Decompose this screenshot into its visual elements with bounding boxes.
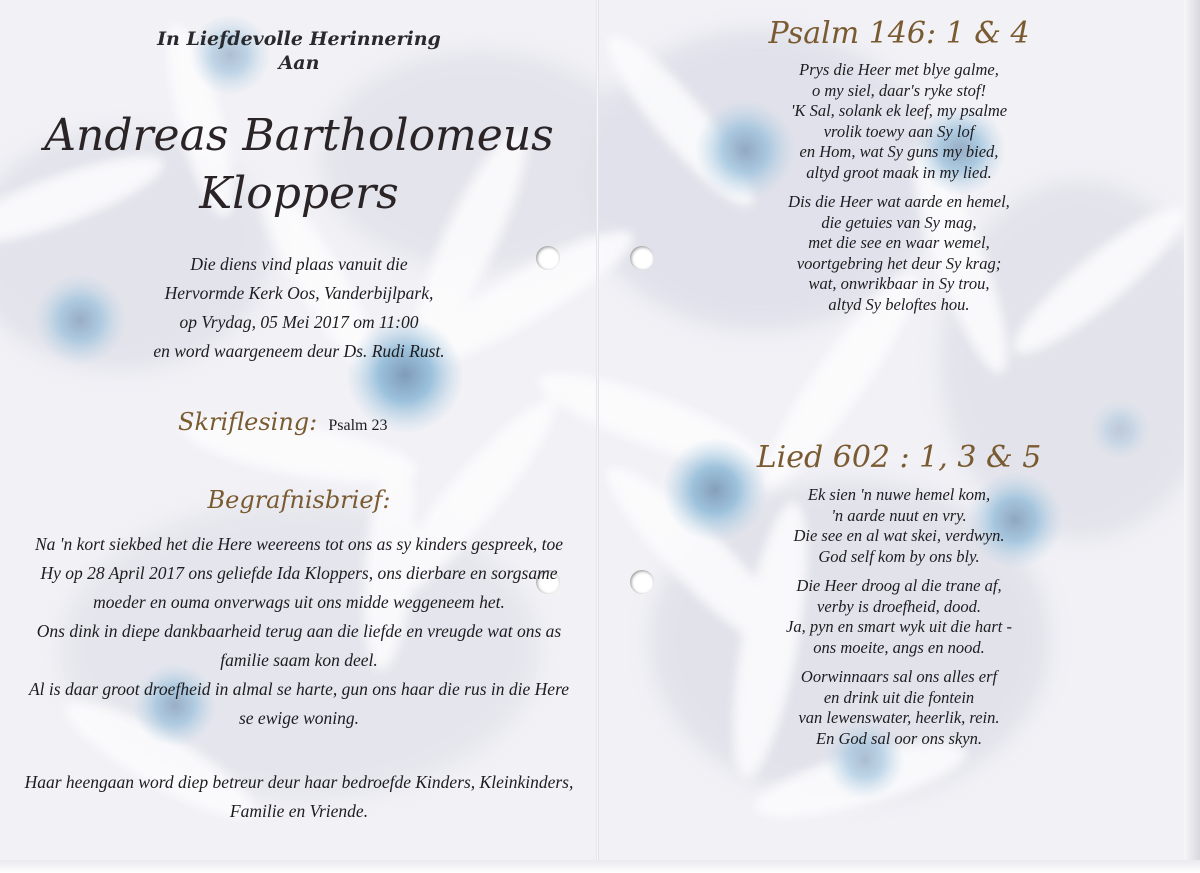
reading-reference: Psalm 23 xyxy=(328,417,388,434)
verse-line: Dis die Heer wat aarde en hemel, xyxy=(788,192,1010,211)
closing-line: Haar heengaan word diep betreur deur haar bedroefde Kinders, Kleinkinders, xyxy=(24,772,574,792)
verse-line: God self kom by ons bly. xyxy=(818,546,980,566)
obituary-line: moeder en ouma onverwags uit ons midde weggeneem het. xyxy=(93,592,505,612)
verse-line: o my siel, daar's ryke stof! xyxy=(812,80,986,100)
obituary-line: familie saam kon deel. xyxy=(220,650,378,670)
verse-line: Die see en al wat skei, verdwyn. xyxy=(793,526,1005,545)
scripture-reading xyxy=(178,408,387,436)
obituary-text xyxy=(0,530,598,733)
reading-label: Skriflesing: xyxy=(178,408,318,436)
verse-line: voortgebring het deur Sy krag; xyxy=(796,253,1002,273)
verse-line: Die Heer droog al die trane af, xyxy=(796,576,1002,595)
left-panel xyxy=(0,0,598,873)
verse-line: 'n aarde nuut en vry. xyxy=(831,505,967,525)
verse-line: altyd Sy beloftes hou. xyxy=(828,294,970,314)
psalm-title: Psalm 146: 1 & 4 xyxy=(768,16,1030,51)
hymn-text xyxy=(598,485,1200,758)
service-line: Die diens vind plaas vanuit die xyxy=(190,254,408,274)
hymn-stanza xyxy=(598,667,1200,749)
memorial-aan: Aan xyxy=(278,52,320,74)
service-line: en word waargeneem deur Ds. Rudi Rust. xyxy=(153,341,445,361)
verse-line: en Hom, wat Sy guns my bied, xyxy=(799,142,999,161)
memorial-heading: In Liefdevolle Herinnering xyxy=(157,28,441,50)
service-line: op Vrydag, 05 Mei 2017 om 11:00 xyxy=(179,312,419,332)
verse-line: Oorwinnaars sal ons alles erf xyxy=(800,667,998,686)
deceased-surname: Kloppers xyxy=(199,168,399,219)
closing-line: Familie en Vriende. xyxy=(229,801,369,821)
verse-line: 'K Sal, solank ek leef, my psalme xyxy=(790,101,1008,120)
verse-line: altyd groot maak in my lied. xyxy=(806,162,992,182)
psalm-stanza xyxy=(598,60,1200,183)
obituary-line: Ons dink in diepe dankbaarheid terug aan die liefde en vreugde wat ons as xyxy=(36,621,562,641)
obituary-line: Hy op 28 April 2017 ons geliefde Ida Kloppers, ons dierbare en sorgsame xyxy=(40,563,558,583)
obituary-line: Al is daar groot droefheid in almal se harte, gun ons haar die rus in die Here xyxy=(28,679,570,699)
obituary-line: se ewige woning. xyxy=(238,708,360,728)
verse-line: met die see en waar wemel, xyxy=(808,233,990,252)
psalm-stanza xyxy=(598,192,1200,315)
right-panel xyxy=(598,0,1200,873)
verse-line: En God sal oor ons skyn. xyxy=(816,728,982,748)
verse-line: Ek sien 'n nuwe hemel kom, xyxy=(807,485,991,504)
verse-line: vrolik toewy aan Sy lof xyxy=(823,121,975,141)
obituary-closing xyxy=(0,768,598,826)
obituary-title: Begrafnisbrief: xyxy=(207,486,391,514)
verse-line: Prys die Heer met blye galme, xyxy=(799,60,999,79)
verse-line: Ja, pyn en smart wyk uit die hart - xyxy=(786,617,1012,636)
verse-line: ons moeite, angs en nood. xyxy=(813,637,985,657)
verse-line: en drink uit die fontein xyxy=(823,687,975,707)
verse-line: van lewenswater, heerlik, rein. xyxy=(798,708,1000,727)
verse-line: die getuies van Sy mag, xyxy=(821,212,977,232)
service-details xyxy=(0,250,598,366)
service-line: Hervormde Kerk Oos, Vanderbijlpark, xyxy=(164,283,434,303)
verse-line: verby is droefheid, dood. xyxy=(817,596,981,616)
hymn-stanza xyxy=(598,576,1200,658)
hymn-title: Lied 602 : 1, 3 & 5 xyxy=(756,440,1042,475)
obituary-line: Na 'n kort siekbed het die Here weereens tot ons as sy kinders gespreek, toe xyxy=(34,534,564,554)
psalm-text xyxy=(598,60,1200,324)
hymn-stanza xyxy=(598,485,1200,567)
deceased-first-names: Andreas Bartholomeus xyxy=(44,110,554,161)
verse-line: wat, onwrikbaar in Sy trou, xyxy=(808,274,990,293)
